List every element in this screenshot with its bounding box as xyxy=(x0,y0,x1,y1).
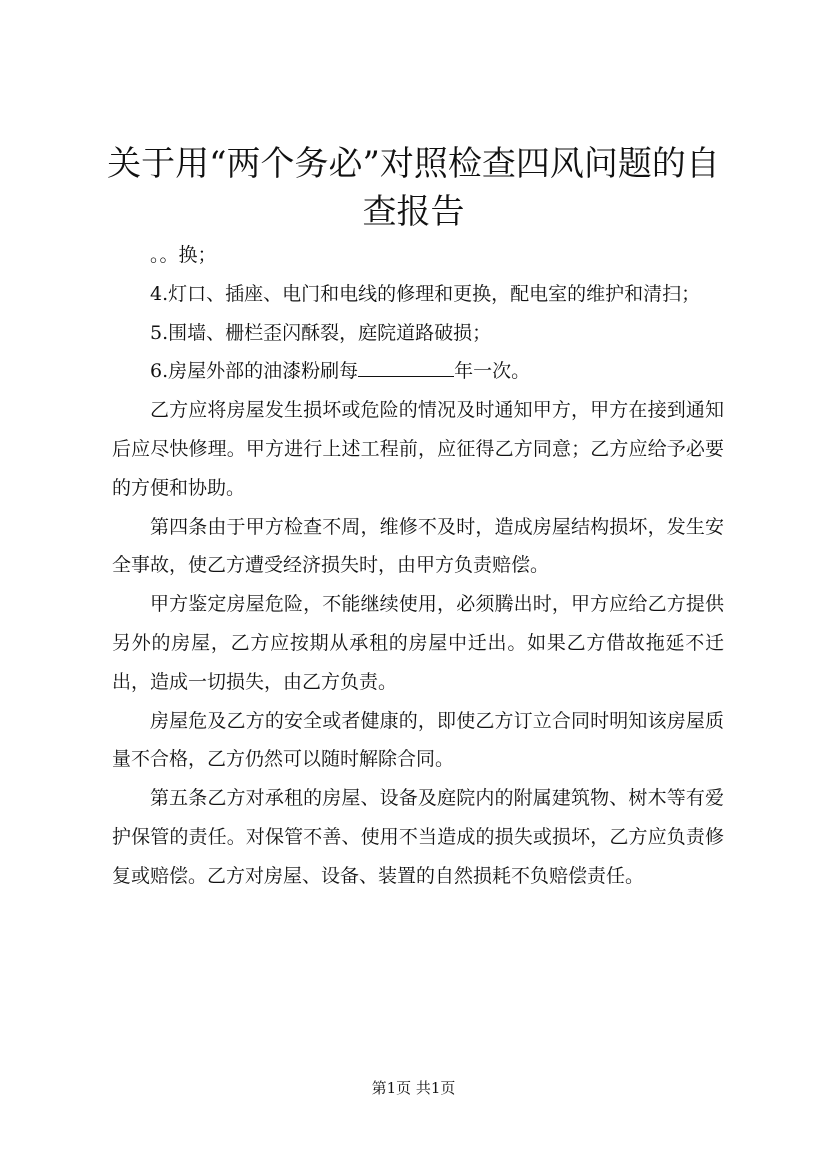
paint-clause-paragraph xyxy=(112,352,724,391)
paragraph: 。。换； xyxy=(150,244,217,266)
paragraph: 第四条由于甲方检查不周，维修不及时，造成房屋结构损坏，发生安全事故，使乙方遭受经济损失时，由甲方负责赔偿。 xyxy=(112,515,724,577)
paragraph: 房屋危及乙方的安全或者健康的，即使乙方订立合同时明知该房屋质量不合格，乙方仍然可以随时解除合同。 xyxy=(112,709,724,771)
paint-clause-before: 6.房屋外部的油漆粉刷每 xyxy=(150,360,359,383)
document-title: 关于用“两个务必”对照检查四风问题的自查报告 xyxy=(107,144,720,232)
fill-in-blank xyxy=(358,357,454,377)
paragraph: 第五条乙方对承租的房屋、设备及庭院内的附属建筑物、树木等有爱护保管的责任。对保管不善、使用不当造成的损失或损坏，乙方应负责修复或赔偿。乙方对房屋、设备、装置的自然损耗不负赔偿责任。 xyxy=(112,787,724,887)
paint-clause-after: 年一次。 xyxy=(454,360,531,383)
paragraph: 5.围墙、栅栏歪闪酥裂，庭院道路破损； xyxy=(150,321,492,344)
paragraph: 乙方应将房屋发生损坏或危险的情况及时通知甲方，甲方在接到通知后应尽快修理。甲方进行上述工程前，应征得乙方同意；乙方应给予必要的方便和协助。 xyxy=(112,399,724,499)
paragraph: 甲方鉴定房屋危险，不能继续使用，必须腾出时，甲方应给乙方提供另外的房屋，乙方应按期从承租的房屋中迁出。如果乙方借故拖延不迁出，造成一切损失，由乙方负责。 xyxy=(112,593,724,693)
paragraph: 4.灯口、插座、电门和电线的修理和更换，配电室的维护和清扫； xyxy=(150,282,701,305)
document-body xyxy=(112,236,724,896)
page-footer: 第1页 共1页 xyxy=(371,1079,456,1097)
